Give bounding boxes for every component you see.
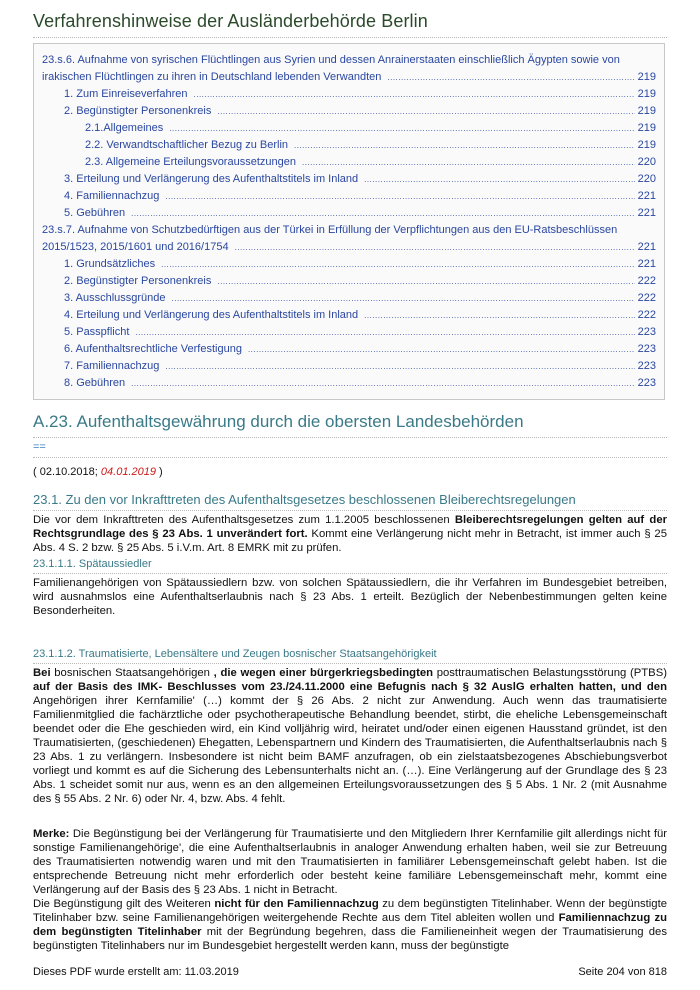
- toc-entry[interactable]: [42, 69, 656, 86]
- toc-entry-label: 2. Begünstigter Personenkreis: [64, 275, 212, 287]
- toc-entry[interactable]: [64, 86, 656, 103]
- toc-entry-label: 1. Zum Einreiseverfahren: [64, 88, 188, 100]
- title-divider: [33, 37, 667, 38]
- section-divider: [33, 437, 667, 438]
- subsubsection-divider: [33, 573, 667, 574]
- toc-page-number: 219: [637, 122, 656, 134]
- date-updated: 04.01.2019: [100, 466, 156, 478]
- toc-page-number: 222: [637, 275, 656, 287]
- toc-entry[interactable]: [64, 307, 656, 324]
- toc-page-number: 219: [637, 105, 656, 117]
- toc-entry-label: 3. Erteilung und Verlängerung des Aufenthaltstitels im Inland: [64, 173, 359, 185]
- toc-page-number: 219: [637, 139, 656, 151]
- subsubsection-divider: [33, 663, 667, 664]
- toc-entry-label: 6. Aufenthaltsrechtliche Verfestigung: [64, 343, 242, 355]
- toc-page-number: 219: [637, 88, 656, 100]
- section-divider: [33, 457, 667, 458]
- date-close: ): [159, 466, 163, 478]
- paragraph: Familienangehörigen von Spätaussiedlern bzw. von solchen Spätaussiedlern, die ihr Verfahren im Bundesgebiet betreiben, wird ausnahmslos eine Aufenthaltserlaubnis nach § 23 Abs. 1 erteilt. Bezüglich der Nebenbestimmungen gelten keine Besonderheiten.: [33, 577, 667, 617]
- toc-entry-label: 2. Begünstigter Personenkreis: [64, 105, 212, 117]
- toc-entry[interactable]: [64, 324, 656, 341]
- paragraph: Die vor dem Inkrafttreten des Aufenthaltsgesetzes zum 1.1.2005 beschlossenen Bleiberechtsregelungen gelten auf der Rechtsgrundlage des § 23 Abs. 1 unverändert fort. Kommt eine Verlängerung nicht mehr in Betracht, ist immer auch § 25 Abs. 4 S. 2 bzw. § 25 Abs. 5 i.V.m. Art. 8 EMRK mit zu prüfen.: [33, 514, 667, 554]
- toc-entry[interactable]: [64, 273, 656, 290]
- toc-page-number: 221: [637, 190, 656, 202]
- toc-page-number: 223: [637, 343, 656, 355]
- toc-entry-label: 5. Gebühren: [64, 207, 126, 219]
- table-of-contents: [33, 43, 665, 400]
- toc-entry[interactable]: [42, 239, 656, 256]
- toc-page-number: 221: [637, 258, 656, 270]
- merke-paragraph: Merke: Die Begünstigung bei der Verlängerung für Traumatisierte und den Mitgliedern Ihrer Kernfamilie gilt allerdings nicht für sonstige Familienangehörige', die eine Aufenthaltserlaubnis in analoger Anwendung erhalten haben, weil sie zur Betreuung des Traumatisierten notwendig waren und mit den Traumatisierten in familiärer Lebensgemeinschaft gelebt haben. Ist die entsprechende Betreuung nicht mehr erforderlich oder besteht keine familiäre Lebensgemeinschaft mehr, kommt eine Verlängerung auf der Basis des § 23 Abs. 1 nicht in Betracht. Die Begünstigung gilt des Weiteren nicht für den Familiennachzug zu dem begünstigten Titelinhaber. Wenn der begünstigte Titelinhaber bzw. seine Familienangehörigen weitergehende Rechte aus dem Titel ableiten wollen und Familiennachzug zu dem begünstigten Titelinhaber mit der Begründung begehren, dass die Familieneinheit wegen der Traumatisierung des begünstigten Titelinhabers nur im Bundesgebiet hergestellt werden kann, muss der begünstigte: [33, 828, 667, 952]
- merke-label: Merke:: [33, 828, 70, 840]
- toc-page-number: 220: [637, 156, 656, 168]
- toc-page-number: 223: [637, 360, 656, 372]
- footer-created-date: Dieses PDF wurde erstellt am: 11.03.2019: [33, 966, 239, 978]
- toc-entry-label: 8. Gebühren: [64, 377, 126, 389]
- toc-entry-label: 1. Grundsätzliches: [64, 258, 156, 270]
- toc-entry[interactable]: [64, 290, 656, 307]
- subsubsection-heading: 23.1.1.1. Spätaussiedler: [33, 558, 152, 570]
- section-heading: A.23. Aufenthaltsgewährung durch die obersten Landesbehörden: [33, 412, 524, 431]
- toc-entry-text[interactable]: 23.s.6. Aufnahme von syrischen Flüchtlingen aus Syrien und dessen Anrainerstaaten einschließlich Ägypten sowie von: [42, 54, 620, 66]
- toc-page-number: 221: [637, 207, 656, 219]
- toc-page-number: 221: [637, 241, 656, 253]
- date-line: [33, 466, 163, 478]
- toc-entry-label: irakischen Flüchtlingen zu ihren in Deutschland lebenden Verwandten: [42, 71, 382, 83]
- toc-entry-label: 2.2. Verwandtschaftlicher Bezug zu Berlin: [85, 139, 289, 151]
- toc-entry[interactable]: [64, 341, 656, 358]
- toc-entry-label: 2.1.Allgemeines: [85, 122, 164, 134]
- toc-entry[interactable]: [64, 171, 656, 188]
- toc-entry-label: 4. Erteilung und Verlängerung des Aufenthaltstitels im Inland: [64, 309, 359, 321]
- toc-page-number: 219: [637, 71, 656, 83]
- toc-page-number: 223: [637, 377, 656, 389]
- document-title: Verfahrenshinweise der Ausländerbehörde Berlin: [33, 11, 428, 31]
- toc-entry[interactable]: [64, 188, 656, 205]
- toc-entry-label: 2.3. Allgemeine Erteilungsvoraussetzungen: [85, 156, 296, 168]
- toc-entry[interactable]: [64, 103, 656, 120]
- toc-entry[interactable]: [64, 375, 656, 392]
- toc-entry-text[interactable]: 23.s.7. Aufnahme von Schutzbedürftigen aus der Türkei in Erfüllung der Verpflichtungen aus den EU-Ratsbeschlüssen: [42, 224, 618, 236]
- paragraph: Bei bosnischen Staatsangehörigen , die wegen einer bürgerkriegsbedingten posttraumatischen Belastungsstörung (PTBS) auf der Basis des IMK- Beschlusses vom 23./24.11.2000 eine Befugnis nach § 32 AuslG erhalten hatten, und den Angehörigen ihrer Kernfamilie' (…) kommt der § 26 Abs. 2 nicht zur Anwendung. Auch wenn das traumatisierte Familienmitglied die fachärztliche oder psychotherapeutische Behandlung beendet, stirbt, die eheliche Lebensgemeinschaft beendet oder die Ehe geschieden wird, ein Kind volljährig wird, heiratet und/oder einen eigenen Hausstand gründet, ist den Traumatisierten, (geschiedenen) Ehegatten, Lebenspartnern und Kindern des Traumatisierten, die Aufenthaltserlaubnis nach § 23 Abs. 1 zu verlängern. Insbesondere ist nicht beim BAMF anzufragen, ob ein zielstaatsbezogenes Abschiebungsverbot vorliegt und kommt es auf die Sicherung des Lebensunterhalts nicht an. (…). Eine Verlängerung auf der Grundlage des § 23 Abs. 1 scheidet somit nur aus, wenn es an den allgemeinen Erteilungsvoraussetzungen des § 5 Abs. 1 Nr. 2 (mit Ausnahme des § 55 Abs. 2 Nr. 6) oder Nr. 4, bzw. Abs. 4 fehlt.: [33, 667, 667, 805]
- toc-page-number: 222: [637, 309, 656, 321]
- toc-entry-label: 2015/1523, 2015/1601 und 2016/1754: [42, 241, 229, 253]
- revision-marker: ==: [33, 441, 46, 453]
- toc-entry[interactable]: [85, 154, 656, 171]
- toc-entry-label: 3. Ausschlussgründe: [64, 292, 166, 304]
- toc-page-number: 222: [637, 292, 656, 304]
- toc-entry-label: 4. Familiennachzug: [64, 190, 160, 202]
- footer-page-number: Seite 204 von 818: [578, 966, 667, 978]
- toc-entry[interactable]: [64, 256, 656, 273]
- subsection-heading: 23.1. Zu den vor Inkrafttreten des Aufenthaltsgesetzes beschlossenen Bleiberechtsregelungen: [33, 492, 576, 507]
- toc-entry[interactable]: [85, 137, 656, 154]
- toc-entry-label: 7. Familiennachzug: [64, 360, 160, 372]
- date-original: ( 02.10.2018;: [33, 466, 98, 478]
- toc-entry[interactable]: [64, 205, 656, 222]
- subsubsection-heading: 23.1.1.2. Traumatisierte, Lebensältere und Zeugen bosnischer Staatsangehörigkeit: [33, 648, 437, 660]
- toc-entry-label: 5. Passpflicht: [64, 326, 130, 338]
- subsection-divider: [33, 510, 667, 511]
- toc-page-number: 223: [637, 326, 656, 338]
- toc-page-number: 220: [637, 173, 656, 185]
- toc-entry[interactable]: [85, 120, 656, 137]
- toc-entry[interactable]: [64, 358, 656, 375]
